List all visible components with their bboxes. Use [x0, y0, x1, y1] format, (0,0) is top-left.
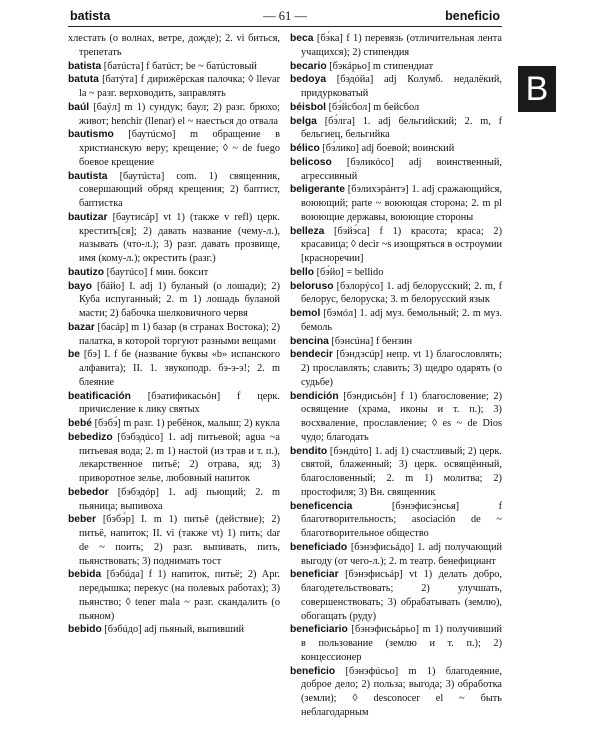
entry-definition: [баутúсмо] m обращение в христианскую веру; крещение; ◊ ~ de fuego боевое крещение [79, 129, 281, 168]
dictionary-entry [68, 60, 280, 74]
headword: bendito [290, 445, 328, 457]
entry-definition: [бэдóйа] adj Колумб. недалёкий, придурковатый [301, 74, 502, 99]
dictionary-entry [68, 431, 280, 486]
dictionary-entry [290, 335, 502, 349]
entry-definition: [бэбúда] f 1) напиток, питьё; 2) Арг. передышка; перекус (на полевых работах); 3) пьянство; ◊ tener mala ~ разг. скандалить (о пьяном) [79, 569, 280, 622]
entry-definition: [бэбэ́р] I. m 1) питьё (действие); 2) питьё, напиток; II. vi (также vt) 1) пить; dar de ~ поить; 2) разг. выпивать, пить, пьянствовать; 3) поднимать тост [79, 514, 280, 567]
headword: beloruso [290, 280, 334, 292]
entry-definition: [бэлихэрáнтэ] 1. adj сражающийся, воюющий; parte ~ воюющая сторона; 2. m pl воюющие державы, воюющие стороны [301, 184, 502, 223]
dictionary-entry [290, 60, 502, 74]
entry-definition: [бэлорýсо] 1. adj белорусский; 2. m, f белорус, белоруска; 3. m белорусский язык [301, 280, 503, 306]
entry-definition: [бэкáрьо] m стипендиат [329, 60, 434, 72]
dictionary-entry [290, 183, 502, 224]
entry-definition: [бэнэфисьáдо] 1. adj получающий выгоду (от чего-л.); 2. m театр. бенефициант [301, 541, 502, 567]
dictionary-entry [290, 73, 502, 101]
entry-definition: [бэбэ́] m разг. 1) ребёнок, малыш; 2) кукла [94, 418, 280, 429]
headword: belicoso [290, 156, 332, 168]
headword: batista [68, 60, 102, 72]
headword: becario [290, 60, 327, 72]
dictionary-entry [290, 115, 502, 143]
entry-definition: [бэликóсо] adj воинственный, агрессивный [301, 156, 502, 182]
headword: beligerante [290, 184, 345, 196]
dictionary-entry [68, 486, 280, 514]
entry-definition: [бэндэсúр] непр. vt 1) благословлять; 2) прославлять; славить; 3) щедро одарять (о судьбе) [301, 349, 502, 388]
dictionary-entry [68, 321, 280, 349]
dictionary-entry [68, 417, 280, 431]
headword: bendición [290, 390, 339, 402]
headword: bautista [68, 170, 108, 182]
entry-definition: [бáйо] I. adj 1) буланый (о лошади); 2) Куба испуганный; 2. m 1) лошадь буланой масти; 2) бабочка шелковичного червя [79, 280, 280, 319]
headword: bélico [290, 143, 320, 154]
headword: bebido [68, 624, 102, 636]
entry-definition: хлестать (о волнах, ветре, дожде); 2. vi биться, трепетать [68, 33, 280, 58]
entry-definition: [баутúсо] f мин. боксит [106, 266, 209, 278]
headword: bayo [68, 280, 93, 292]
dictionary-entry [68, 513, 280, 568]
dictionary-entry [290, 32, 502, 60]
headword: beneficio [290, 665, 336, 677]
right-guide-word: beneficio [445, 9, 500, 23]
dictionary-entry [290, 445, 502, 500]
entry-definition: [батúста] f батúст; be ~ батúстовый [103, 60, 257, 72]
entry-definition: [бэбэдúсо] 1. adj питьевой; agua ~a питьевая вода; 2. m 1) настой (из трав и т. п.), лекарственное питьё; 2) отрава, яд; 3) приворотное зелье, любовный напиток [79, 431, 280, 484]
headword: bencina [290, 335, 329, 347]
right-column [290, 32, 502, 720]
dictionary-entry [68, 568, 280, 623]
headword: beneficencia [290, 500, 353, 512]
headword: béisbol [290, 101, 327, 113]
dictionary-entry [290, 568, 502, 623]
dictionary-entry [68, 623, 280, 637]
headword: beneficiado [290, 541, 348, 553]
entry-definition: [батýта] f дирижёрская палочка; ◊ llevar la ~ разг. верховодить, заправлять [79, 74, 280, 99]
headword: beatificación [68, 390, 131, 402]
entry-definition: [бэмóл] 1. adj муз. бемольный; 2. m муз. бемоль [301, 308, 502, 333]
dictionary-entry [68, 128, 280, 169]
entry-definition: [бэнэфúсьо] m 1) благодеяние, доброе дело; 2) польза; выгода; 3) обработка (земли); ◊ desconocer el ~ быть неблагодарным [301, 665, 502, 718]
entry-definition: [бэ́ка] f 1) перевязь (отличительная лента учащихся); 2) стипендия [301, 33, 502, 58]
headword: belga [290, 115, 317, 127]
dictionary-entry [68, 170, 280, 211]
headword: bautizo [68, 266, 105, 278]
dictionary-entry [68, 211, 280, 266]
dictionary-entry [290, 500, 502, 541]
headword: bebedizo [68, 431, 113, 443]
page-number: — 61 — [263, 9, 307, 23]
dictionary-entry [290, 307, 502, 335]
dictionary-entry [68, 101, 280, 129]
entry-definition: [баутúста] com. 1) священник, совершающий обряд крещения; 2) баптист, баптистка [79, 170, 280, 209]
dictionary-entry [290, 348, 502, 389]
running-header [68, 6, 502, 27]
entry-definition: [бэбúдо] adj пьяный, выпивший [104, 624, 244, 636]
dictionary-entry [68, 32, 280, 60]
dictionary-entry [68, 390, 280, 418]
dictionary-entry [290, 390, 502, 445]
headword: belleza [290, 225, 325, 237]
dictionary-entry [290, 280, 502, 308]
entry-definition: [бэбэдóр] 1. adj пьющий; 2. m пьяница; выпивоха [79, 486, 280, 512]
headword: bendecir [290, 349, 333, 361]
entry-definition: [бэатификасьóн] f церк. причисление к лику святых [79, 390, 280, 416]
entry-definition: [бэйэ́са] f 1) красота; краса; 2) красавица; ◊ decir ~s изощряться в остроумии [красноречии] [301, 225, 502, 264]
entry-definition: [бэ́лга] 1. adj бельгийский; 2. m, f бельгиец, бельгийка [301, 115, 503, 141]
entry-definition: [бэ́йсбол] m бейсбол [328, 101, 420, 113]
headword: bedoya [290, 74, 327, 86]
dictionary-entry [290, 541, 502, 569]
headword: bemol [290, 308, 321, 319]
entry-definition: [бэндúто] 1. adj 1) счастливый; 2) церк. святой, блаженный; 3) церк. освящённый, благословенный; 2. m 1) молитва; 2) простофиля; 3) Вн. священник [301, 445, 502, 498]
dictionary-entry [290, 101, 502, 115]
headword: bazar [68, 321, 95, 333]
dictionary-entry [68, 266, 280, 280]
headword: beber [68, 514, 97, 526]
entry-definition: [бэндисьóн] f 1) благословение; 2) освящение (храма, иконы и т. п.); 3) восхваление, прославление; ◊ es ~ de Dios чудо; благодать [301, 390, 502, 443]
entry-definition: [бэ́лико] adj боевой; воинский [322, 143, 455, 154]
dictionary-entry [290, 266, 502, 280]
headword: bautizar [68, 211, 108, 223]
headword: bebé [68, 418, 93, 429]
dictionary-entry [68, 280, 280, 321]
headword: beneficiario [290, 624, 348, 636]
headword: be [68, 349, 81, 361]
headword: bebida [68, 569, 102, 581]
headword: bello [290, 266, 315, 278]
headword: bautismo [68, 129, 114, 141]
left-column [68, 32, 280, 637]
dictionary-entry [290, 623, 502, 664]
headword: beca [290, 33, 314, 44]
dictionary-entry [68, 348, 280, 389]
headword: beneficiar [290, 569, 339, 581]
headword: bebedor [68, 486, 109, 498]
entry-definition: [баýл] m 1) сундук; баул; 2) разг. брюхо; живот; henchir (llenar) el ~ наесться до отвала [79, 101, 281, 127]
thumb-index-tab[interactable]: B [518, 66, 556, 112]
entry-definition: [бэнэфисьáр] vt 1) делать добро, благодетельствовать; 2) улучшать, совершенствовать; 3) обрабатывать (землю), обогащать (руду) [301, 569, 502, 622]
dictionary-entry [68, 73, 280, 101]
headword: batuta [68, 74, 99, 86]
entry-definition: [баутисáр] vt 1) (также v refl) церк. крестить[ся]; 2) давать название (чему-л.), называть (что-л.); 3) разг. давать прозвище, имя (кому-л.); окрестить (разг.) [79, 211, 280, 264]
left-guide-word: batista [70, 9, 111, 23]
entry-definition: [бэнсúна] f бензин [331, 335, 413, 347]
dictionary-entry [290, 225, 502, 266]
headword: baúl [68, 101, 90, 113]
entry-definition: [бэ́йо] = bellido [316, 266, 384, 278]
entry-definition: [бэ] I. f бе (название буквы «b» испанского алфавита); II. 1. звукоподр. бэ-э-э!; 2. m блеяние [79, 349, 280, 388]
entry-definition: [бэнэфисэ́нсья] f благотворительность; asociación de ~ благотворительное общество [301, 500, 503, 539]
dictionary-entry [290, 156, 502, 184]
dictionary-entry [290, 142, 502, 156]
entry-definition: [бэнэфисьáрьо] m 1) получивший в пользование (землю и т. п.); 2) концессионер [301, 624, 502, 663]
entry-definition: [басáр] m 1) базар (в странах Востока); 2) палатка, в которой торгуют разными вещами [79, 321, 280, 347]
dictionary-entry [290, 665, 502, 720]
